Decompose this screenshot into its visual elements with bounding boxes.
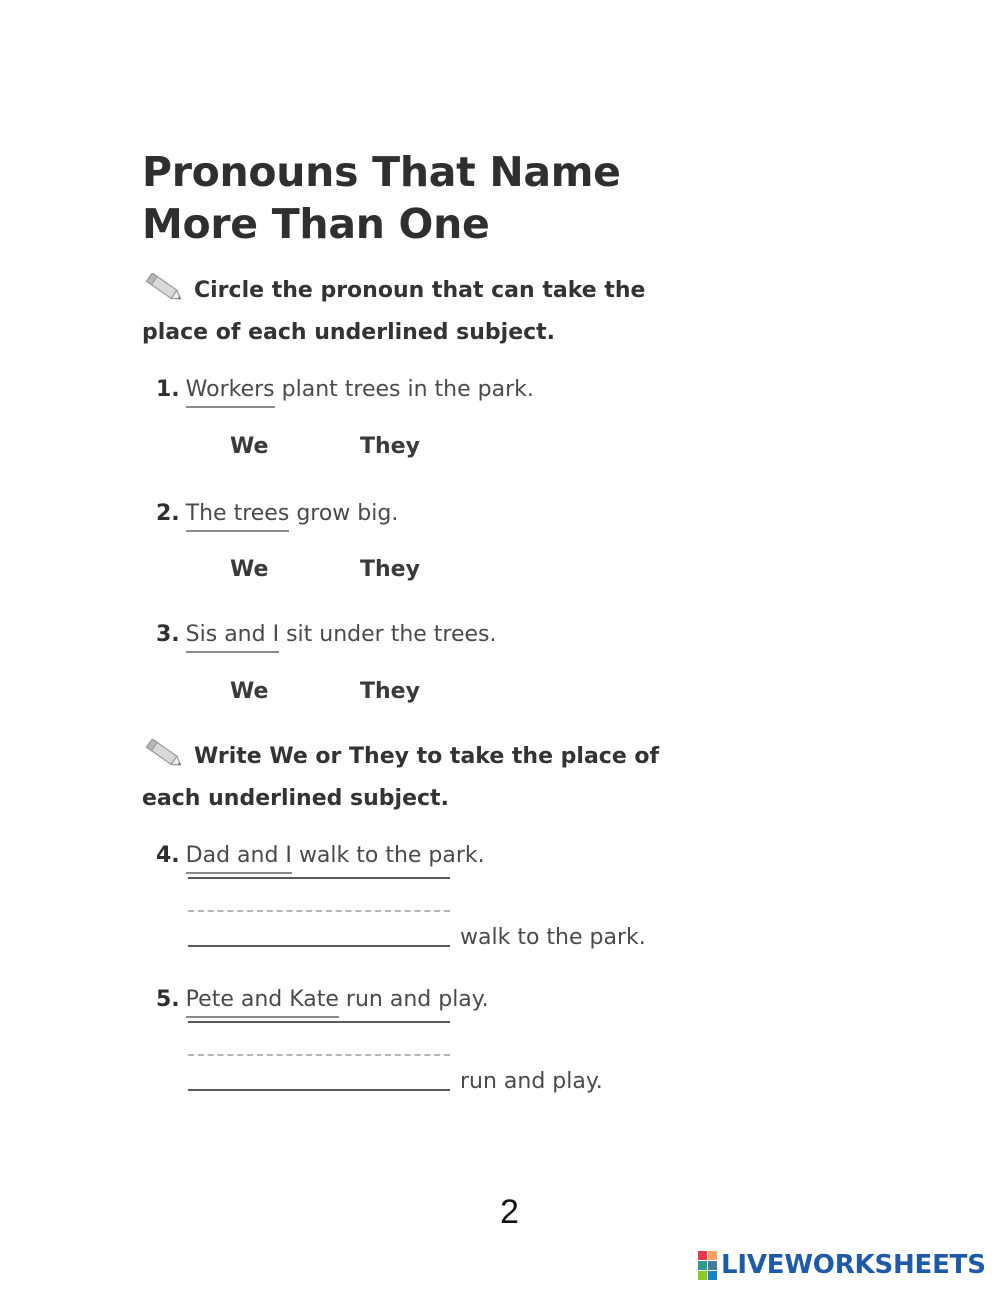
question-4 bbox=[156, 842, 485, 874]
question-number: 5. bbox=[156, 987, 180, 1012]
sentence-rest: walk to the park. bbox=[298, 843, 485, 868]
handwriting-top-line bbox=[188, 1021, 450, 1023]
handwriting-mid-line bbox=[188, 1054, 450, 1056]
instruction-circle bbox=[142, 270, 682, 354]
choice-they[interactable]: They bbox=[360, 557, 420, 582]
underlined-subject: Dad and I bbox=[186, 844, 292, 874]
underlined-subject: Workers bbox=[186, 378, 275, 408]
pencil-icon bbox=[142, 273, 188, 303]
logo-cell bbox=[708, 1261, 717, 1270]
instruction-write bbox=[142, 736, 682, 820]
sentence-rest: sit under the trees. bbox=[286, 622, 497, 647]
question-number: 3. bbox=[156, 622, 180, 647]
logo-cell bbox=[698, 1251, 707, 1260]
logo-icon bbox=[698, 1251, 717, 1280]
logo-cell bbox=[698, 1271, 707, 1280]
answer-input-4[interactable] bbox=[188, 945, 450, 947]
sentence-rest: grow big. bbox=[296, 501, 399, 526]
instruction-circle-text: Circle the pronoun that can take the place of each underlined subject. bbox=[142, 278, 646, 345]
choice-they[interactable]: They bbox=[360, 679, 420, 704]
title-line-1: Pronouns That Name bbox=[142, 148, 621, 196]
choice-we[interactable]: We bbox=[230, 679, 269, 704]
question-2 bbox=[156, 500, 398, 532]
pencil-icon bbox=[142, 739, 188, 769]
logo-cell bbox=[708, 1251, 717, 1260]
sentence-rest: plant trees in the park. bbox=[281, 377, 534, 402]
underlined-subject: The trees bbox=[186, 502, 290, 532]
question-3 bbox=[156, 621, 497, 653]
choice-we[interactable]: We bbox=[230, 434, 269, 459]
brand-text: LIVEWORKSHEETS bbox=[721, 1250, 986, 1280]
answer-input-5[interactable] bbox=[188, 1089, 450, 1091]
underlined-subject: Pete and Kate bbox=[186, 988, 339, 1018]
title-line-2: More Than One bbox=[142, 200, 490, 248]
logo-cell bbox=[708, 1271, 717, 1280]
logo-cell bbox=[698, 1261, 707, 1270]
question-number: 1. bbox=[156, 377, 180, 402]
question-number: 2. bbox=[156, 501, 180, 526]
handwriting-mid-line bbox=[188, 910, 450, 912]
underlined-subject: Sis and I bbox=[186, 623, 279, 653]
question-1 bbox=[156, 376, 534, 408]
handwriting-top-line bbox=[188, 877, 450, 879]
answer-tail: run and play. bbox=[460, 1069, 603, 1094]
sentence-rest: run and play. bbox=[345, 987, 489, 1012]
instruction-write-text: Write We or They to take the place of each underlined subject. bbox=[142, 744, 660, 811]
page-number: 2 bbox=[500, 1193, 519, 1231]
question-number: 4. bbox=[156, 843, 180, 868]
question-5 bbox=[156, 986, 489, 1018]
choice-we[interactable]: We bbox=[230, 557, 269, 582]
answer-tail: walk to the park. bbox=[460, 925, 646, 950]
choice-they[interactable]: They bbox=[360, 434, 420, 459]
brand-logo bbox=[698, 1250, 986, 1280]
page-title bbox=[142, 146, 621, 250]
